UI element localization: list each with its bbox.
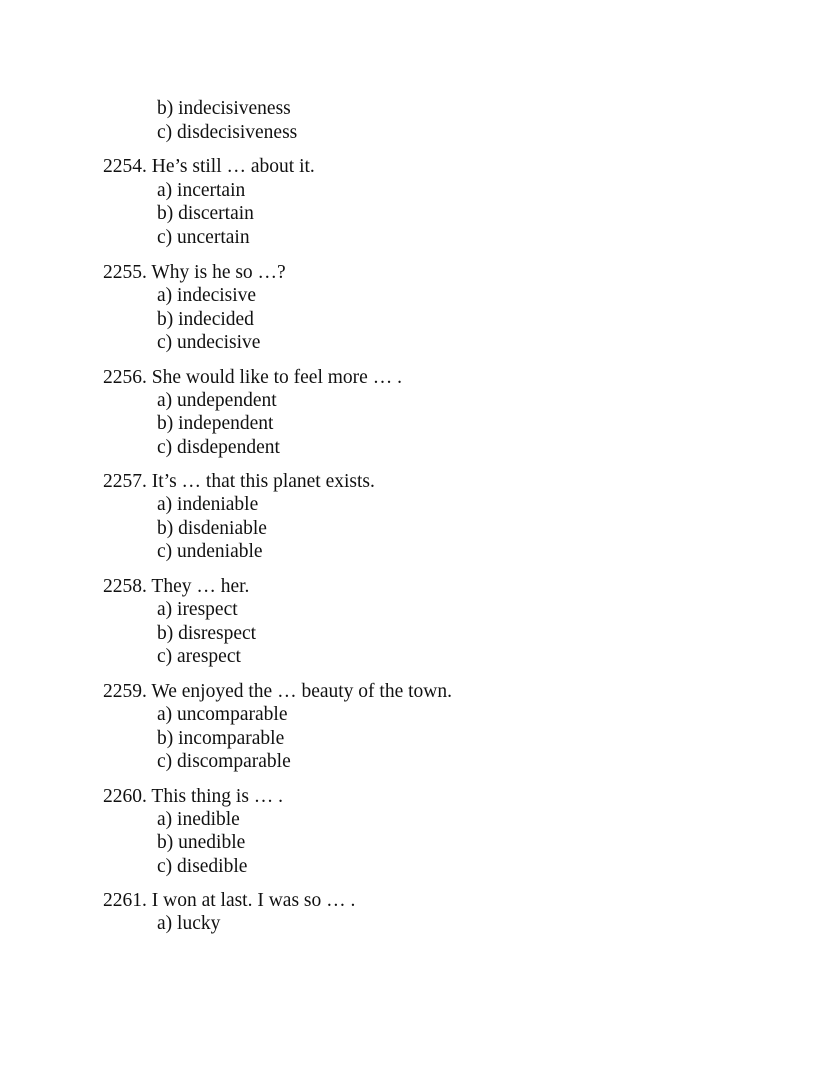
option-c: c) undecisive xyxy=(157,332,261,353)
question-2255 xyxy=(103,261,286,284)
question-number: 2257. xyxy=(103,471,147,492)
question-number: 2259. xyxy=(103,681,147,702)
question-number: 2258. xyxy=(103,576,147,597)
question-text: We enjoyed the … beauty of the town. xyxy=(151,681,452,702)
option-a: a) uncomparable xyxy=(157,704,288,725)
question-2254 xyxy=(103,155,315,178)
option-c: c) disdecisiveness xyxy=(157,122,298,143)
question-2261 xyxy=(103,889,355,912)
question-number: 2255. xyxy=(103,262,147,283)
option-a: a) undependent xyxy=(157,390,277,411)
option-c: c) disedible xyxy=(157,856,248,877)
option-c: c) discomparable xyxy=(157,751,291,772)
question-text: It’s … that this planet exists. xyxy=(151,471,375,492)
question-number: 2260. xyxy=(103,786,147,807)
option-c: c) disdependent xyxy=(157,437,280,458)
question-text: Why is he so …? xyxy=(151,262,286,283)
question-text: He’s still … about it. xyxy=(151,156,315,177)
option-c: c) arespect xyxy=(157,646,241,667)
option-a: a) indeniable xyxy=(157,494,259,515)
option-a: a) indecisive xyxy=(157,285,257,306)
option-b: b) incomparable xyxy=(157,728,285,749)
option-c: c) undeniable xyxy=(157,541,263,562)
option-b: b) disrespect xyxy=(157,623,257,644)
option-b: b) discertain xyxy=(157,203,254,224)
question-number: 2256. xyxy=(103,367,147,388)
question-2256 xyxy=(103,366,402,389)
question-2257 xyxy=(103,470,375,493)
option-b: b) indecisiveness xyxy=(157,98,291,119)
option-a: a) inedible xyxy=(157,809,240,830)
question-text: This thing is … . xyxy=(151,786,284,807)
option-b: b) independent xyxy=(157,413,274,434)
question-2258 xyxy=(103,575,249,598)
question-text: She would like to feel more … . xyxy=(151,367,402,388)
option-c: c) uncertain xyxy=(157,227,250,248)
question-text: I won at last. I was so … . xyxy=(151,890,356,911)
option-b: b) disdeniable xyxy=(157,518,267,539)
option-a: a) lucky xyxy=(157,913,221,934)
question-number: 2261. xyxy=(103,890,147,911)
question-2260 xyxy=(103,785,283,808)
option-a: a) irespect xyxy=(157,599,238,620)
option-a: a) incertain xyxy=(157,180,246,201)
question-number: 2254. xyxy=(103,156,147,177)
question-text: They … her. xyxy=(151,576,250,597)
option-b: b) unedible xyxy=(157,832,246,853)
question-2259 xyxy=(103,680,452,703)
option-b: b) indecided xyxy=(157,309,254,330)
